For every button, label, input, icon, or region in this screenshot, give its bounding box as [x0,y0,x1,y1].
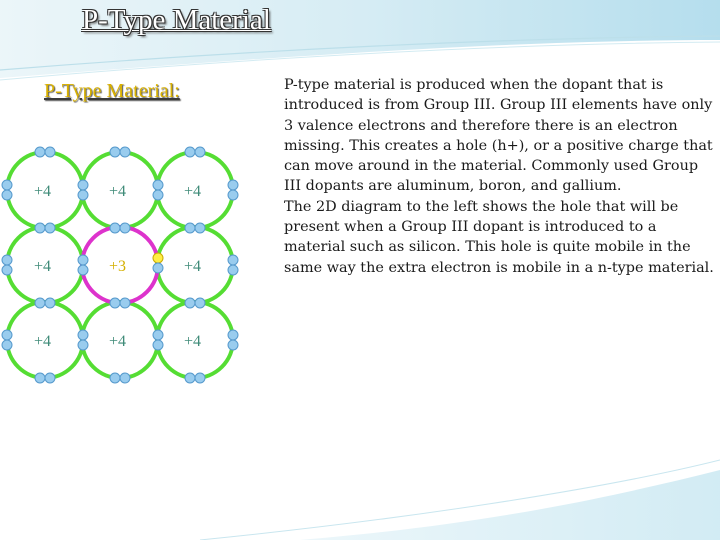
electron-pair [153,330,163,340]
hole-marker [153,253,163,263]
electron-pair [120,373,130,383]
crystal-lattice-diagram [0,135,260,395]
electron-pair [228,340,238,350]
electron-pair [45,223,55,233]
electron-pair [2,330,12,340]
dopant-charge-label: +3 [109,258,127,275]
atom-charge-label: +4 [34,258,52,275]
electron-pair [78,180,88,190]
electron-pair [120,147,130,157]
electron-pair [2,190,12,200]
electron-pair [45,298,55,308]
atom-charge-label: +4 [109,183,127,200]
electron-pair [110,223,120,233]
electron-pair [120,298,130,308]
electron-pair [2,340,12,350]
electron-pair [228,180,238,190]
electron-pair [153,340,163,350]
electron-pair [2,180,12,190]
electron-pair [228,265,238,275]
electron-pair [35,147,45,157]
electron-pair [45,147,55,157]
atom-charge-label: +4 [184,333,202,350]
electron-pair [78,340,88,350]
electron-pair [195,298,205,308]
atom-charge-label: +4 [34,183,52,200]
electron-pair [110,298,120,308]
explanation-paragraph-1: P-type material is produced when the dopant that is introduced is from Group III. Group III elements have only 3 valence electrons and therefore there is an electron missing. This creates a hole (h+), or a positive charge that can move around in the material. Commonly used Group III dopants are aluminum, boron, and gallium. [284,77,713,195]
electron-pair [2,255,12,265]
electron-pair [153,180,163,190]
explanation-text [284,75,716,278]
electron-pair [78,330,88,340]
electron-pair [195,223,205,233]
electron-pair [78,255,88,265]
electron-pair [185,298,195,308]
explanation-paragraph-2: The 2D diagram to the left shows the hole that will be present when a Group III dopant is introduced to a material such as silicon. This hole is quite mobile in the same way the extra electron is mobile in a n-type material. [284,198,714,276]
diagram-subtitle: P-Type Material: [44,80,180,102]
electron-pair [120,223,130,233]
electron-pair [228,255,238,265]
electron-pair [35,373,45,383]
electron-pair [228,330,238,340]
electron-pair [228,190,238,200]
electron-pair [185,223,195,233]
electron-pair [110,147,120,157]
electron-pair [195,373,205,383]
atom-charge-label: +4 [34,333,52,350]
electron [153,263,163,273]
atom-charge-label: +4 [109,333,127,350]
atom-charge-label: +4 [184,183,202,200]
electron-pair [35,223,45,233]
electron-pair [153,190,163,200]
electron-pair [35,298,45,308]
electron-pair [78,265,88,275]
electron-pair [185,147,195,157]
electron-pair [2,265,12,275]
electron-pair [185,373,195,383]
electron-pair [195,147,205,157]
atom-charge-label: +4 [184,258,202,275]
electron-pair [110,373,120,383]
slide-title: P-Type Material [82,4,271,36]
electron-pair [45,373,55,383]
electron-pair [78,190,88,200]
